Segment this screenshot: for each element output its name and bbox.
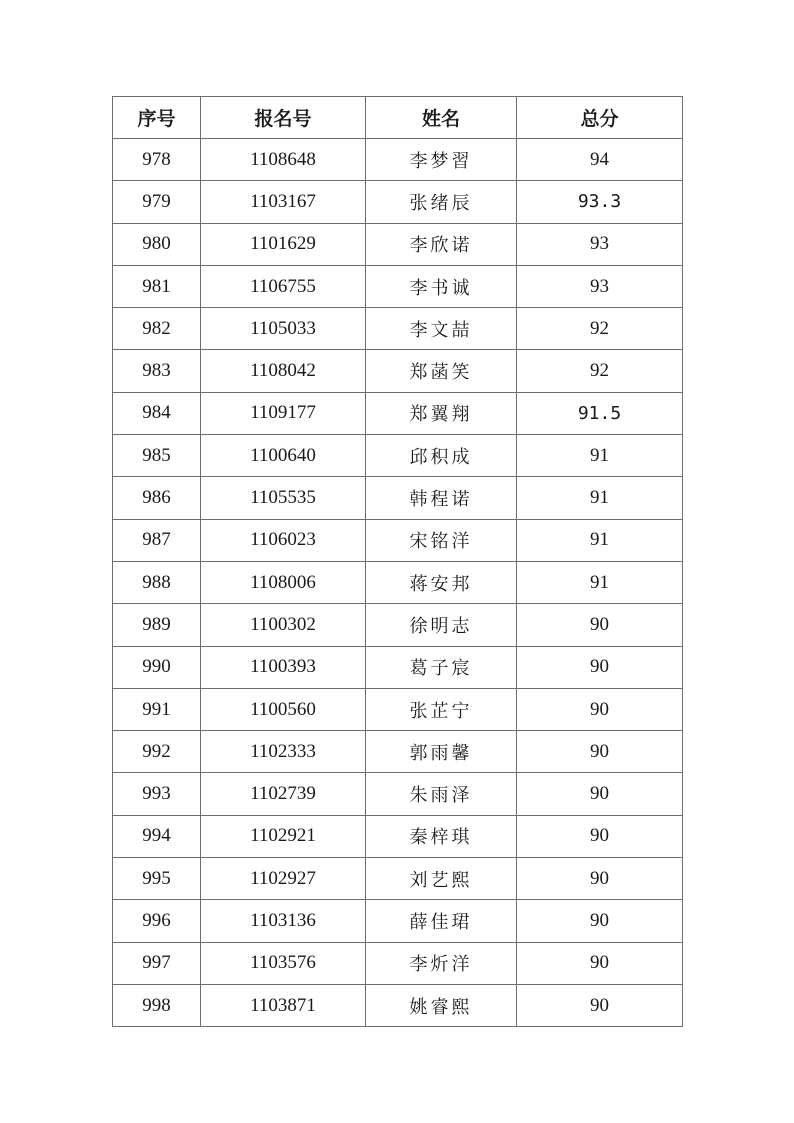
cell-seq: 986 bbox=[113, 477, 201, 519]
cell-name: 张绪辰 bbox=[366, 181, 517, 223]
cell-score: 90 bbox=[517, 604, 683, 646]
cell-seq: 980 bbox=[113, 223, 201, 265]
table-row bbox=[113, 773, 683, 815]
cell-seq: 985 bbox=[113, 435, 201, 477]
cell-reg-no: 1103167 bbox=[201, 181, 366, 223]
cell-seq: 990 bbox=[113, 646, 201, 688]
cell-reg-no: 1100302 bbox=[201, 604, 366, 646]
table-row bbox=[113, 350, 683, 392]
cell-seq: 992 bbox=[113, 731, 201, 773]
cell-name: 李书诚 bbox=[366, 265, 517, 307]
cell-reg-no: 1100560 bbox=[201, 688, 366, 730]
cell-score: 91 bbox=[517, 477, 683, 519]
cell-seq: 994 bbox=[113, 815, 201, 857]
cell-score: 90 bbox=[517, 731, 683, 773]
cell-name: 郑菡笑 bbox=[366, 350, 517, 392]
cell-score: 90 bbox=[517, 984, 683, 1026]
cell-name: 张芷宁 bbox=[366, 688, 517, 730]
cell-score: 93 bbox=[517, 223, 683, 265]
cell-reg-no: 1106755 bbox=[201, 265, 366, 307]
cell-score: 91.5 bbox=[517, 392, 683, 434]
cell-seq: 993 bbox=[113, 773, 201, 815]
cell-name: 李欣诺 bbox=[366, 223, 517, 265]
cell-score: 90 bbox=[517, 646, 683, 688]
table-row bbox=[113, 858, 683, 900]
cell-reg-no: 1100640 bbox=[201, 435, 366, 477]
cell-seq: 995 bbox=[113, 858, 201, 900]
cell-reg-no: 1103576 bbox=[201, 942, 366, 984]
cell-seq: 987 bbox=[113, 519, 201, 561]
header-reg-no: 报名号 bbox=[201, 97, 366, 139]
table-row bbox=[113, 308, 683, 350]
cell-name: 宋铭洋 bbox=[366, 519, 517, 561]
table-row bbox=[113, 181, 683, 223]
cell-seq: 988 bbox=[113, 561, 201, 603]
cell-name: 李梦習 bbox=[366, 139, 517, 181]
cell-name: 邱积成 bbox=[366, 435, 517, 477]
cell-name: 薛佳珺 bbox=[366, 900, 517, 942]
cell-score: 90 bbox=[517, 688, 683, 730]
table-row bbox=[113, 646, 683, 688]
cell-name: 姚睿熙 bbox=[366, 984, 517, 1026]
cell-score: 90 bbox=[517, 858, 683, 900]
cell-seq: 998 bbox=[113, 984, 201, 1026]
cell-reg-no: 1102333 bbox=[201, 731, 366, 773]
cell-score: 90 bbox=[517, 942, 683, 984]
header-score: 总分 bbox=[517, 97, 683, 139]
cell-reg-no: 1102739 bbox=[201, 773, 366, 815]
table-row bbox=[113, 688, 683, 730]
cell-reg-no: 1102921 bbox=[201, 815, 366, 857]
table-row bbox=[113, 477, 683, 519]
cell-reg-no: 1109177 bbox=[201, 392, 366, 434]
cell-score: 92 bbox=[517, 308, 683, 350]
cell-reg-no: 1105535 bbox=[201, 477, 366, 519]
cell-score: 91 bbox=[517, 561, 683, 603]
score-table bbox=[112, 96, 683, 1027]
table-row bbox=[113, 900, 683, 942]
cell-name: 蒋安邦 bbox=[366, 561, 517, 603]
cell-seq: 978 bbox=[113, 139, 201, 181]
cell-name: 朱雨泽 bbox=[366, 773, 517, 815]
table-row bbox=[113, 815, 683, 857]
cell-seq: 984 bbox=[113, 392, 201, 434]
cell-name: 葛子宸 bbox=[366, 646, 517, 688]
cell-name: 郭雨馨 bbox=[366, 731, 517, 773]
cell-score: 90 bbox=[517, 815, 683, 857]
table-row bbox=[113, 519, 683, 561]
cell-reg-no: 1103871 bbox=[201, 984, 366, 1026]
table-row bbox=[113, 984, 683, 1026]
cell-seq: 989 bbox=[113, 604, 201, 646]
cell-name: 韩程诺 bbox=[366, 477, 517, 519]
cell-reg-no: 1105033 bbox=[201, 308, 366, 350]
cell-score: 93.3 bbox=[517, 181, 683, 223]
cell-seq: 996 bbox=[113, 900, 201, 942]
cell-reg-no: 1106023 bbox=[201, 519, 366, 561]
cell-reg-no: 1102927 bbox=[201, 858, 366, 900]
cell-reg-no: 1101629 bbox=[201, 223, 366, 265]
table-row bbox=[113, 139, 683, 181]
cell-score: 90 bbox=[517, 900, 683, 942]
cell-score: 92 bbox=[517, 350, 683, 392]
cell-score: 91 bbox=[517, 519, 683, 561]
header-name: 姓名 bbox=[366, 97, 517, 139]
cell-seq: 991 bbox=[113, 688, 201, 730]
cell-reg-no: 1103136 bbox=[201, 900, 366, 942]
table-row bbox=[113, 392, 683, 434]
cell-reg-no: 1100393 bbox=[201, 646, 366, 688]
cell-seq: 979 bbox=[113, 181, 201, 223]
table-row bbox=[113, 561, 683, 603]
cell-seq: 981 bbox=[113, 265, 201, 307]
table-header-row bbox=[113, 97, 683, 139]
cell-score: 91 bbox=[517, 435, 683, 477]
cell-name: 刘艺熙 bbox=[366, 858, 517, 900]
cell-seq: 997 bbox=[113, 942, 201, 984]
cell-seq: 982 bbox=[113, 308, 201, 350]
table-row bbox=[113, 942, 683, 984]
cell-score: 90 bbox=[517, 773, 683, 815]
cell-name: 徐明志 bbox=[366, 604, 517, 646]
cell-score: 93 bbox=[517, 265, 683, 307]
header-seq: 序号 bbox=[113, 97, 201, 139]
cell-seq: 983 bbox=[113, 350, 201, 392]
table-row bbox=[113, 731, 683, 773]
table-row bbox=[113, 265, 683, 307]
cell-name: 李炘洋 bbox=[366, 942, 517, 984]
cell-reg-no: 1108648 bbox=[201, 139, 366, 181]
table-row bbox=[113, 223, 683, 265]
cell-name: 李文喆 bbox=[366, 308, 517, 350]
cell-reg-no: 1108006 bbox=[201, 561, 366, 603]
cell-score: 94 bbox=[517, 139, 683, 181]
score-table-container bbox=[112, 96, 682, 1027]
cell-reg-no: 1108042 bbox=[201, 350, 366, 392]
table-row bbox=[113, 435, 683, 477]
cell-name: 郑翼翔 bbox=[366, 392, 517, 434]
cell-name: 秦梓琪 bbox=[366, 815, 517, 857]
table-row bbox=[113, 604, 683, 646]
